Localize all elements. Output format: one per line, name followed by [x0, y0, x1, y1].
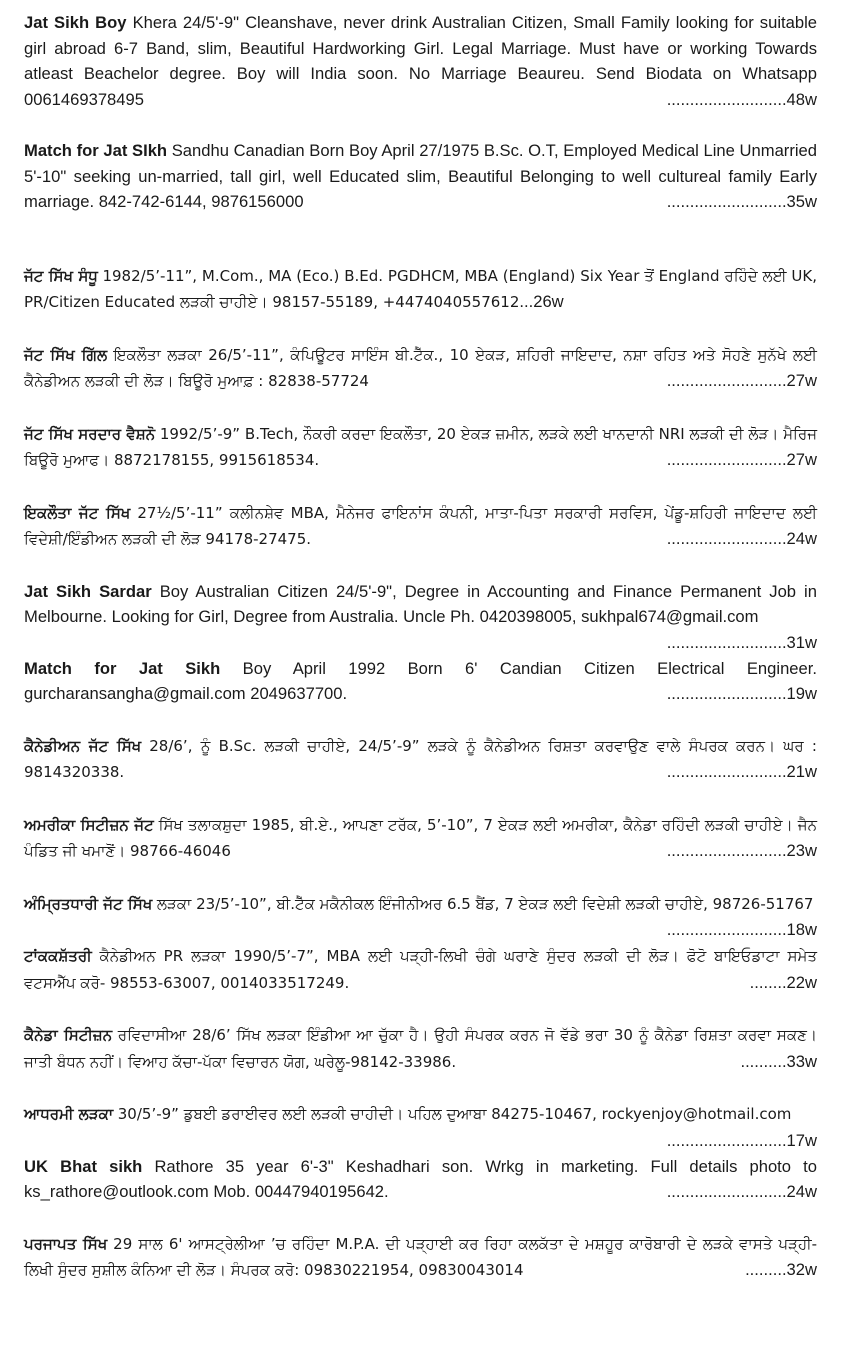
ad-text: 1992/5’-9” B.Tech, ਨੌਕਰੀ ਕਰਦਾ ਇਕਲੌਤਾ, 20 ਏਕੜ ਜ਼ਮੀਨ, ਲੜਕੇ ਲਈ ਖਾਨਦਾਨੀ NRI ਲੜਕੀ ਦੀ ਲੋੜ। ਮੈਰਿਜ ਬਿਊਰੋ ਮੁਆਫ। 8872178155, 9915618534. — [24, 424, 817, 469]
ad-text: ਰਵਿਦਾਸੀਆ 28/6’ ਸਿੱਖ ਲੜਕਾ ਇੰਡੀਆ ਆ ਚੁੱਕਾ ਹੈ। ਉਹੀ ਸੰਪਰਕ ਕਰਨ ਜੋ ਵੱਡੇ ਭਰਾ 30 ਨੂੰ ਕੈਨੇਡਾ ਰਿਸ਼ਤਾ ਕਰਵਾ ਸਕਣ। ਜਾਤੀ ਬੰਧਨ ਨਹੀਂ। ਵਿਆਹ ਕੱਚਾ-ਪੱਕਾ ਵਿਚਾਰਨ ਯੋਗ, ਘਰੇਲੂ-98142-33986. — [24, 1026, 817, 1071]
classified-ad — [24, 891, 817, 939]
word-count: ..........................27w — [666, 371, 817, 390]
classified-ad — [24, 733, 817, 786]
word-count: ..........................17w — [666, 1130, 817, 1150]
ad-heading: Match for Jat SIkh — [24, 141, 168, 160]
ad-heading: ਕੈਨੇਡਾ ਸਿਟੀਜ਼ਨ — [24, 1026, 113, 1044]
ad-heading: ਅੰਮ੍ਰਿਤਧਾਰੀ ਜੱਟ ਸਿੱਖ — [24, 894, 153, 913]
ad-text: Sandhu Canadian Born Boy April 27/1975 B.Sc. O.T, Employed Medical Line Unmarried 5'-10" seeking un-married, tall girl, well Educated slim, Beautiful Belonging to well cultureal family Early marriage. 842-742-6144, 9876156000 — [24, 141, 817, 211]
word-count: ..........................31w — [666, 632, 817, 652]
ad-text: Boy Australian Citizen 24/5'-9", Degree in Accounting and Finance Permanent Job in Melbourne. Looking for Girl, Degree from Australia. Uncle Ph. 0420398005, sukhpal674@gmail.com — [24, 581, 817, 626]
ad-heading: ਜੱਟ ਸਿੱਖ ਸੰਧੂ — [24, 266, 98, 285]
classified-ad — [24, 421, 817, 474]
ad-heading: Jat Sikh Sardar — [24, 581, 152, 601]
ad-text: ਕੈਨੇਡੀਅਨ PR ਲੜਕਾ 1990/5’-7”, MBA ਲਈ ਪੜ੍ਹੀ-ਲਿਖੀ ਚੰਗੇ ਘਰਾਣੇ ਸੁੰਦਰ ਲੜਕੀ ਦੀ ਲੋੜ। ਫੋਟੋ ਬਾਇਓਡਾਟਾ ਸਮੇਤ ਵਟਸਐੱਪ ਕਰੋ- 98553-63007, 0014033517249. — [24, 947, 817, 992]
ad-text: Khera 24/5'-9" Cleanshave, never drink Australian Citizen, Small Family looking for suitable girl abroad 6-7 Band, slim, Beautiful Hardworking Girl. Legal Marriage. Must have or working Towards atleast Beachelor degree. Boy will India soon. No Marriage Beaureu. Send Biodata on Whatsapp 0061469378495 — [24, 13, 817, 109]
classified-ad — [24, 943, 817, 996]
ad-heading: Match for Jat Sikh — [24, 658, 221, 678]
ad-text: ਸਿੱਖ ਤਲਾਕਸ਼ੁਦਾ 1985, ਬੀ.ਏ., ਆਪਣਾ ਟਰੱਕ, 5’-10”, 7 ਏਕੜ ਲਈ ਅਮਰੀਕਾ, ਕੈਨੇਡਾ ਰਹਿੰਦੀ ਲੜਕੀ ਚਾਹੀਏ। ਜੈਨ ਪੰਡਿਤ ਜੀ ਖਮਾਣੋਂ। 98766-46046 — [24, 815, 817, 860]
ad-text: Rathore 35 year 6'-3" Keshadhari son. Wrkg in marketing. Full details photo to ks_rathore@outlook.com Mob. 00447940195642. — [24, 1156, 817, 1201]
ad-heading: ਜੱਟ ਸਿੱਖ ਗਿੱਲ — [24, 345, 108, 364]
word-count: ........22w — [749, 972, 817, 992]
word-count: ..........................24w — [666, 1182, 817, 1201]
classified-ad — [24, 1231, 817, 1284]
classified-ad — [24, 1154, 817, 1205]
classified-ad — [24, 1101, 817, 1150]
classified-ad — [24, 138, 817, 215]
ad-heading: ਕੈਨੇਡੀਅਨ ਜੱਟ ਸਿੱਖ — [24, 736, 142, 755]
ad-heading: ਟਾਂਕਕਸ਼ੱਤਰੀ — [24, 947, 92, 965]
ad-heading: ਆਧਰਮੀ ਲੜਕਾ — [24, 1105, 114, 1123]
word-count: ..........................18w — [666, 920, 817, 939]
ad-heading: ਜੱਟ ਸਿੱਖ ਸਰਦਾਰ ਵੈਸ਼ਨੋ — [24, 424, 156, 443]
ad-heading: ਪਰਜਾਪਤ ਸਿੱਖ — [24, 1234, 108, 1253]
word-count: ..........................24w — [666, 529, 817, 548]
classified-ad — [24, 263, 817, 316]
ad-text: 1982/5’-11”, M.Com., MA (Eco.) B.Ed. PGDHCM, MBA (England) Six Year ਤੋਂ England ਰਹਿੰਦੇ ਲਈ UK, PR/Citizen Educated ਲੜਕੀ ਚਾਹੀਏ। 98157-55189, +4474040557612 — [24, 266, 817, 311]
word-count: ..........33w — [740, 1051, 817, 1071]
word-count: .........32w — [745, 1260, 817, 1279]
ad-text: 28/6’, ਨੂੰ B.Sc. ਲੜਕੀ ਚਾਹੀਏ, 24/5’-9” ਲੜਕੇ ਨੂੰ ਕੈਨੇਡੀਅਨ ਰਿਸ਼ਤਾ ਕਰਵਾਉਣ ਵਾਲੇ ਸੰਪਰਕ ਕਰਨ। ਘਰ : 9814320338. — [24, 736, 817, 781]
classified-ad — [24, 500, 817, 553]
word-count: ...26w — [519, 292, 564, 311]
ad-heading: Jat Sikh Boy — [24, 13, 127, 32]
ad-text: ਲੜਕਾ 23/5’-10”, ਬੀ.ਟੈੱਕ ਮਕੈਨੀਕਲ ਇੰਜੀਨੀਅਰ 6.5 ਬੈਂਡ, 7 ਏਕੜ ਲਈ ਵਿਦੇਸ਼ੀ ਲੜਕੀ ਚਾਹੀਏ, 98726-51767 — [156, 894, 814, 913]
ad-text: 27½/5’-11” ਕਲੀਨਸ਼ੇਵ MBA, ਮੈਨੇਜਰ ਫਾਇਨਾਂਸ ਕੰਪਨੀ, ਮਾਤਾ-ਪਿਤਾ ਸਰਕਾਰੀ ਸਰਵਿਸ, ਪੇਂਡੂ-ਸ਼ਹਿਰੀ ਜਾਇਦਾਦ ਲਈ ਵਿਦੇਸ਼ੀ/ਇੰਡੀਅਨ ਲੜਕੀ ਦੀ ਲੋੜ 94178-27475. — [24, 503, 817, 548]
ad-heading: UK Bhat sikh — [24, 1156, 143, 1176]
ad-heading: ਅਮਰੀਕਾ ਸਿਟੀਜ਼ਨ ਜੱਟ — [24, 815, 154, 834]
classified-ad — [24, 812, 817, 865]
ad-text: 29 ਸਾਲ 6' ਆਸਟ੍ਰੇਲੀਆ ’ਚ ਰਹਿੰਦਾ M.P.A. ਦੀ ਪੜ੍ਹਾਈ ਕਰ ਰਿਹਾ ਕਲਕੱਤਾ ਦੇ ਮਸ਼ਹੂਰ ਕਾਰੋਬਾਰੀ ਦੇ ਲੜਕੇ ਵਾਸਤੇ ਪੜ੍ਹੀ-ਲਿਖੀ ਸੁੰਦਰ ਸੁਸ਼ੀਲ ਕੰਨਿਆ ਦੀ ਲੋੜ। ਸੰਪਰਕ ਕਰੋ: 09830221954, 09830043014 — [24, 1234, 818, 1279]
word-count: ..........................27w — [666, 450, 817, 469]
word-count: ..........................48w — [666, 89, 817, 109]
classified-ad — [24, 656, 817, 707]
classified-ad — [24, 579, 817, 652]
ad-text: ਇਕਲੌਤਾ ਲੜਕਾ 26/5’-11”, ਕੰਪਿਊਟਰ ਸਾਇੰਸ ਬੀ.ਟੈੱਕ., 10 ਏਕੜ, ਸ਼ਹਿਰੀ ਜਾਇਦਾਦ, ਨਸ਼ਾ ਰਹਿਤ ਅਤੇ ਸੋਹਣੇ ਸੁਨੱਖੇ ਲਈ ਕੈਨੇਡੀਅਨ ਲੜਕੀ ਦੀ ਲੋੜ। ਬਿਊਰੋ ਮੁਆਫ਼ : 82838-57724 — [24, 345, 817, 390]
classified-ad — [24, 342, 817, 395]
word-count: ..........................23w — [666, 841, 817, 860]
classified-ad — [24, 10, 817, 112]
word-count: ..........................21w — [666, 762, 817, 781]
word-count: ..........................19w — [666, 684, 817, 703]
ad-text: Boy April 1992 Born 6' Candian Citizen Electrical Engineer. gurcharansangha@gmail.com 2049637700. — [24, 658, 817, 703]
classified-column — [24, 10, 817, 1310]
classified-ad — [24, 1022, 817, 1075]
ad-text: 30/5’-9” ਡੁਬਈ ਡਰਾਈਵਰ ਲਈ ਲੜਕੀ ਚਾਹੀਦੀ। ਪਹਿਲ ਦੁਆਬਾ 84275-10467, rockyenjoy@hotmail.com — [117, 1105, 792, 1123]
word-count: ..........................35w — [666, 192, 817, 211]
ad-heading: ਇਕਲੌਤਾ ਜੱਟ ਸਿੱਖ — [24, 503, 131, 522]
